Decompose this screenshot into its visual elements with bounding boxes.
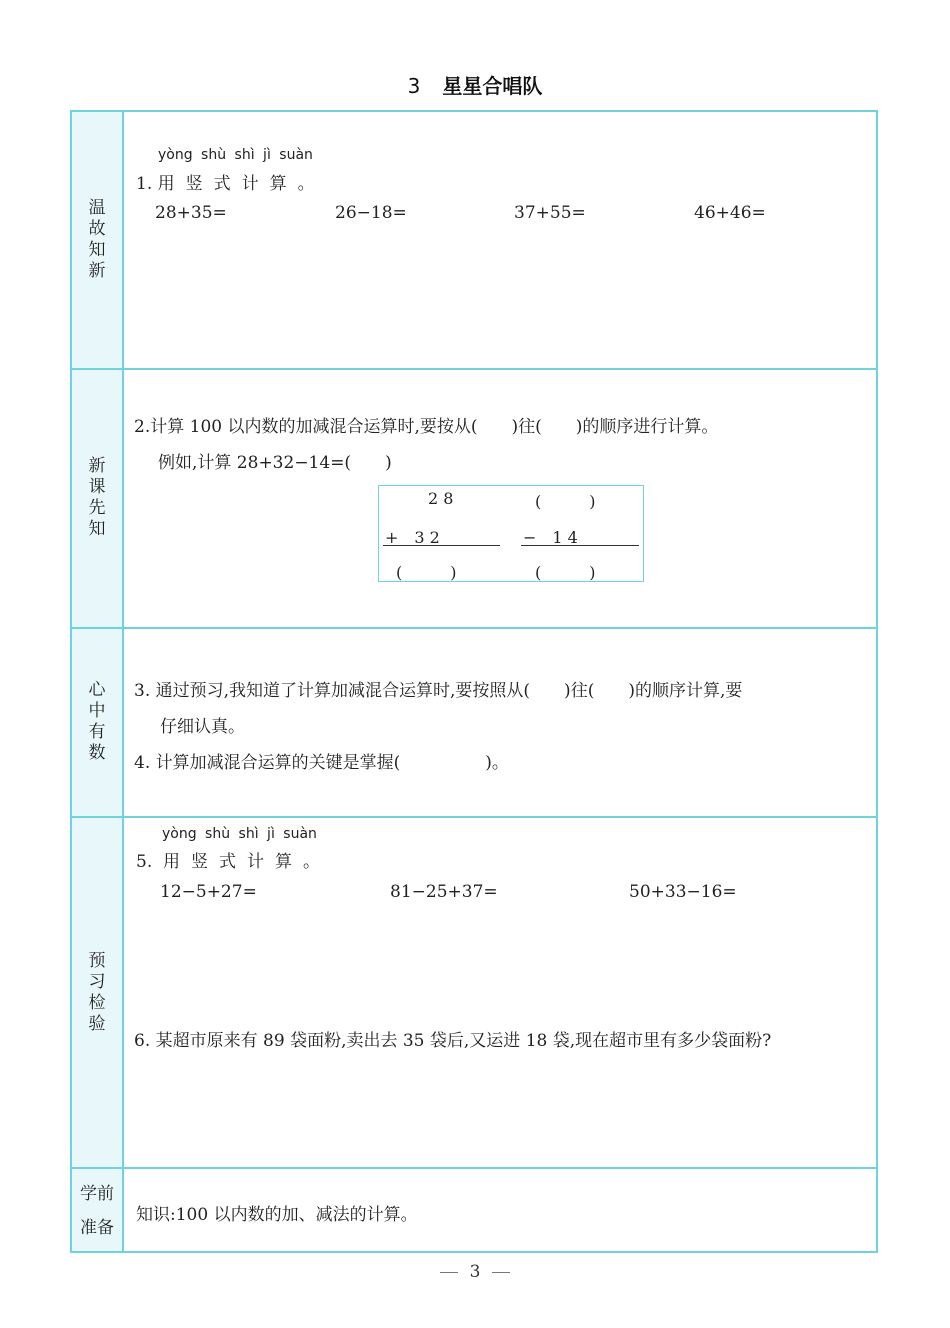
- q1-expr-3: 37+55=: [514, 203, 586, 223]
- q1-expr-1: 28+35=: [155, 203, 227, 223]
- page-title: [0, 70, 950, 99]
- q1-prompt: 1. 用竖式计算。: [136, 174, 315, 194]
- section-label-prep: 学前 准备: [80, 1184, 114, 1238]
- q3-line-1: 3. 通过预习,我知道了计算加减混合运算时,要按照从( )往( )的顺序计算,要: [134, 681, 743, 701]
- section-label-new-lesson: 新 课 先 知: [88, 456, 106, 539]
- q1-expr-4: 46+46=: [694, 203, 766, 223]
- calc-row3-right: ( ): [535, 563, 596, 582]
- prep-text: 知识:100 以内数的加、减法的计算。: [136, 1205, 418, 1225]
- calc-row2-right: − 1 4: [523, 528, 578, 547]
- section-divider: [70, 368, 878, 370]
- q5-expr-1: 12−5+27=: [160, 882, 257, 902]
- q4-text: 4. 计算加减混合运算的关键是掌握( )。: [134, 753, 509, 773]
- calc-underline: [521, 545, 639, 546]
- q6-text: 6. 某超市原来有 89 袋面粉,卖出去 35 袋后,又运进 18 袋,现在超市里有多少袋面粉?: [134, 1031, 772, 1051]
- lesson-title: 星星合唱队: [442, 74, 543, 98]
- footer-dash: [440, 1272, 458, 1273]
- section-label-summary: 心 中 有 数: [88, 680, 106, 763]
- q2-line-1: 2.计算 100 以内数的加减混合运算时,要按从( )往( )的顺序进行计算。: [134, 417, 719, 437]
- q5-prompt: 5. 用竖式计算。: [136, 852, 321, 872]
- q3-line-2: 仔细认真。: [160, 717, 245, 737]
- q1-expr-2: 26−18=: [335, 203, 407, 223]
- calc-row2-left: + 3 2: [385, 528, 440, 547]
- q1-pinyin: yòng shù shì jì suàn: [158, 147, 313, 163]
- q2-line-2: 例如,计算 28+32−14=( ): [158, 453, 392, 473]
- footer-dash: [492, 1272, 510, 1273]
- calc-row3-left: ( ): [396, 563, 457, 582]
- calc-row1-right: ( ): [535, 492, 596, 511]
- calc-underline: [383, 545, 500, 546]
- q5-expr-2: 81−25+37=: [390, 882, 498, 902]
- lesson-number: 3: [407, 74, 421, 98]
- page-number: 3: [469, 1262, 481, 1282]
- section-label-check: 预 习 检 验: [88, 951, 106, 1034]
- calc-row1-left: 2 8: [428, 489, 454, 508]
- q5-pinyin: yòng shù shì jì suàn: [162, 826, 317, 842]
- section-divider: [70, 1167, 878, 1169]
- section-divider: [70, 816, 878, 818]
- section-label-review: 温 故 知 新: [88, 198, 106, 281]
- page-footer: [0, 1262, 950, 1282]
- section-divider: [70, 627, 878, 629]
- q5-expr-3: 50+33−16=: [629, 882, 737, 902]
